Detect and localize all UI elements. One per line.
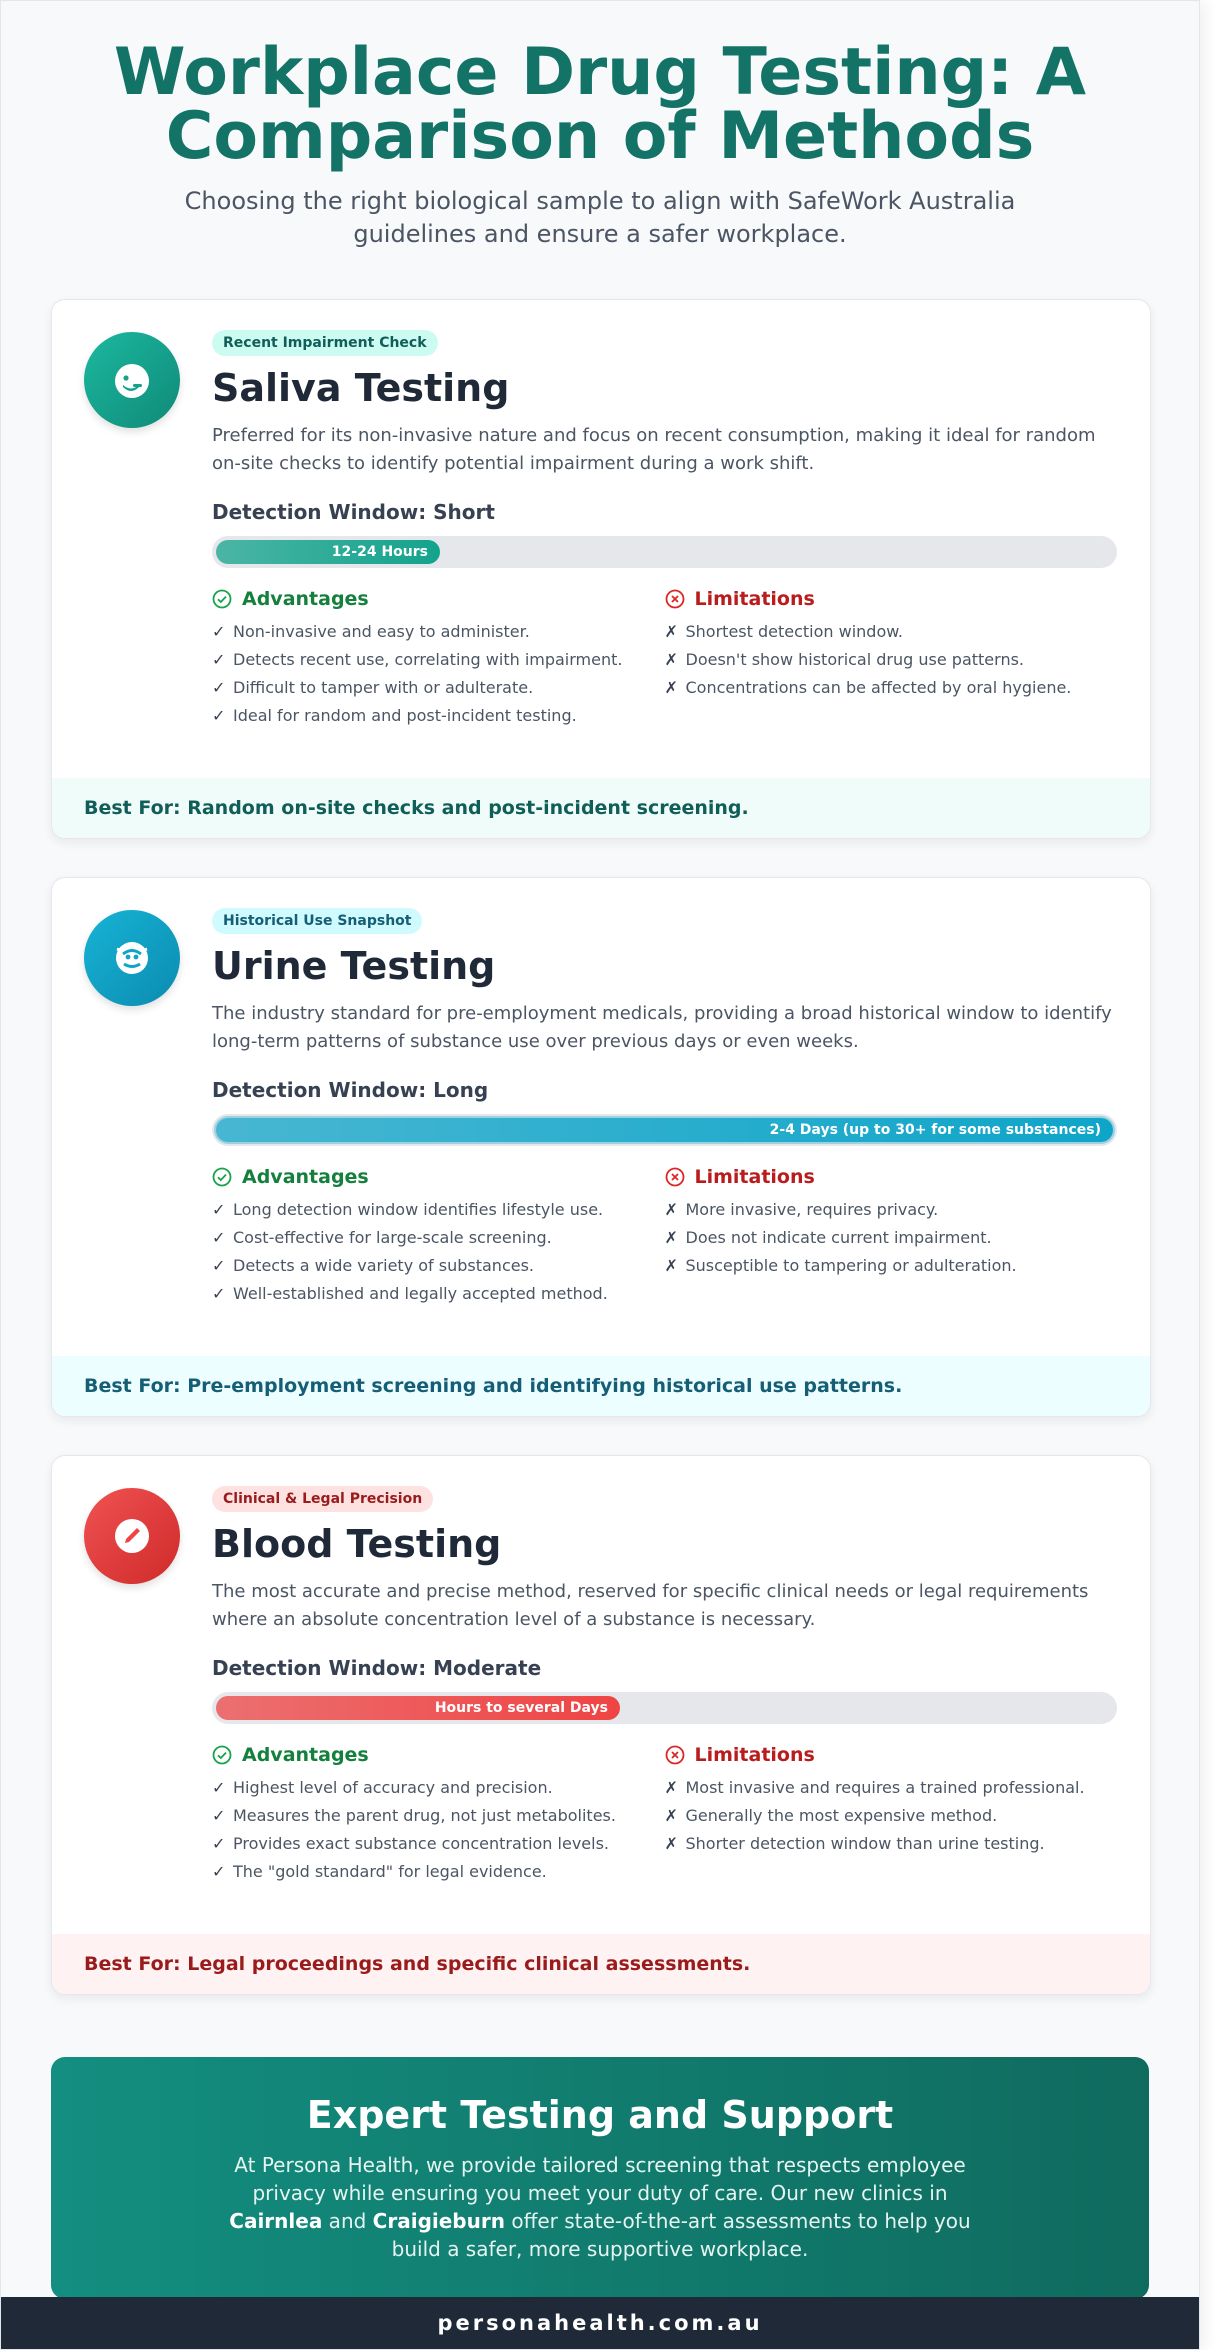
saliva-face-icon	[84, 332, 180, 428]
item-text: The "gold standard" for legal evidence.	[233, 1862, 547, 1881]
cta-panel	[51, 2057, 1149, 2299]
advantages-heading	[212, 588, 665, 610]
pros-cons	[212, 588, 1117, 730]
urine-sample-icon	[84, 910, 180, 1006]
check-mark-icon: ✓	[212, 1862, 226, 1881]
advantages-list	[212, 618, 665, 730]
advantage-item	[212, 1280, 665, 1308]
item-text: Non-invasive and easy to administer.	[233, 622, 530, 641]
cta-title: Expert Testing and Support	[306, 2093, 894, 2137]
page-title: Workplace Drug Testing: A Comparison of Methods	[113, 35, 1087, 174]
limitations-label: Limitations	[694, 1166, 815, 1188]
advantage-item	[212, 1224, 665, 1252]
check-mark-icon: ✓	[212, 1284, 226, 1303]
best-for-banner: Best For: Random on-site checks and post-incident screening.	[52, 778, 1150, 838]
advantage-item	[212, 646, 665, 674]
advantage-item	[212, 1802, 665, 1830]
item-text: Most invasive and requires a trained professional.	[685, 1778, 1085, 1797]
check-mark-icon: ✓	[212, 622, 226, 641]
cross-mark-icon: ✗	[664, 678, 678, 697]
detection-window-fill: Hours to several Days	[216, 1696, 620, 1720]
item-text: Ideal for random and post-incident testing.	[233, 706, 577, 725]
advantages-heading	[212, 1166, 665, 1188]
limitation-item	[665, 618, 1118, 646]
limitation-item	[665, 1774, 1118, 1802]
cross-mark-icon: ✗	[664, 1806, 678, 1825]
check-mark-icon: ✓	[212, 1256, 226, 1275]
advantages-list	[212, 1196, 665, 1308]
check-mark-icon: ✓	[212, 678, 226, 697]
limitation-item	[665, 1802, 1118, 1830]
check-mark-icon: ✓	[212, 1834, 226, 1853]
limitation-item	[665, 1830, 1118, 1858]
item-text: Highest level of accuracy and precision.	[233, 1778, 553, 1797]
detection-window-label: Detection Window: Moderate	[212, 1656, 542, 1680]
limitations-heading	[665, 1744, 1118, 1766]
limitations-heading	[665, 588, 1118, 610]
limitations-list	[665, 618, 1118, 702]
header	[1, 1, 1199, 251]
item-text: Shortest detection window.	[685, 622, 903, 641]
footer-url[interactable]: personahealth.com.au	[1, 2297, 1199, 2349]
clinic-cairnlea: Cairnlea	[229, 2209, 323, 2233]
cta-text-part: and	[322, 2209, 373, 2233]
x-circle-icon	[665, 1745, 685, 1765]
advantages-column	[212, 1744, 665, 1886]
advantage-item	[212, 1774, 665, 1802]
limitation-item	[665, 1224, 1118, 1252]
advantage-item	[212, 1830, 665, 1858]
item-text: Provides exact substance concentration levels.	[233, 1834, 609, 1853]
best-for-banner: Best For: Legal proceedings and specific clinical assessments.	[52, 1934, 1150, 1994]
check-circle-icon	[212, 589, 232, 609]
limitations-label: Limitations	[694, 588, 815, 610]
cross-mark-icon: ✗	[664, 622, 678, 641]
item-text: Well-established and legally accepted method.	[233, 1284, 608, 1303]
saliva-testing-card	[51, 299, 1151, 839]
cross-mark-icon: ✗	[664, 1778, 678, 1797]
detection-window-label: Detection Window: Long	[212, 1078, 489, 1102]
limitations-heading	[665, 1166, 1118, 1188]
item-text: Doesn't show historical drug use patterns.	[685, 650, 1024, 669]
card-tag: Recent Impairment Check	[212, 330, 438, 356]
item-text: Concentrations can be affected by oral hygiene.	[685, 678, 1072, 697]
card-body	[212, 1486, 1117, 1886]
limitation-item	[665, 674, 1118, 702]
limitations-column	[665, 588, 1118, 730]
card-title: Urine Testing	[212, 944, 496, 988]
advantages-column	[212, 1166, 665, 1308]
advantages-label: Advantages	[242, 1744, 369, 1766]
item-text: Generally the most expensive method.	[685, 1806, 998, 1825]
item-text: Measures the parent drug, not just metabolites.	[233, 1806, 616, 1825]
pros-cons	[212, 1166, 1117, 1308]
limitations-label: Limitations	[694, 1744, 815, 1766]
x-circle-icon	[665, 1167, 685, 1187]
item-text: Does not indicate current impairment.	[685, 1228, 992, 1247]
cta-text-part: At Persona Health, we provide tailored screening that respects employee privacy while ensuring you meet your duty of care. Our new clinics in	[234, 2153, 966, 2205]
limitations-column	[665, 1744, 1118, 1886]
advantage-item	[212, 702, 665, 730]
advantages-list	[212, 1774, 665, 1886]
urine-testing-card	[51, 877, 1151, 1417]
check-mark-icon: ✓	[212, 650, 226, 669]
detection-window-bar	[212, 1692, 1117, 1724]
card-title: Saliva Testing	[212, 366, 510, 410]
card-tag: Clinical & Legal Precision	[212, 1486, 433, 1512]
check-mark-icon: ✓	[212, 1228, 226, 1247]
detection-window-fill: 12-24 Hours	[216, 540, 440, 564]
check-circle-icon	[212, 1745, 232, 1765]
detection-window-bar	[212, 536, 1117, 568]
card-body	[212, 330, 1117, 730]
cross-mark-icon: ✗	[664, 1200, 678, 1219]
item-text: Shorter detection window than urine testing.	[685, 1834, 1045, 1853]
limitation-item	[665, 646, 1118, 674]
check-mark-icon: ✓	[212, 1806, 226, 1825]
cross-mark-icon: ✗	[664, 1228, 678, 1247]
check-mark-icon: ✓	[212, 1778, 226, 1797]
item-text: Cost-effective for large-scale screening.	[233, 1228, 552, 1247]
clinic-craigieburn: Craigieburn	[372, 2209, 505, 2233]
limitations-list	[665, 1196, 1118, 1280]
card-description: The most accurate and precise method, reserved for specific clinical needs or legal requirements where an absolute concentration level of a substance is necessary.	[212, 1581, 1089, 1630]
card-body	[212, 908, 1117, 1308]
cta-text	[220, 2151, 980, 2263]
detection-window-fill: 2-4 Days (up to 30+ for some substances)	[216, 1118, 1113, 1142]
detection-window-bar	[212, 1114, 1117, 1146]
blood-testing-card	[51, 1455, 1151, 1995]
check-circle-icon	[212, 1167, 232, 1187]
check-mark-icon: ✓	[212, 1200, 226, 1219]
advantages-column	[212, 588, 665, 730]
check-mark-icon: ✓	[212, 706, 226, 725]
item-text: Detects recent use, correlating with impairment.	[233, 650, 623, 669]
detection-window-label: Detection Window: Short	[212, 500, 495, 524]
item-text: Difficult to tamper with or adulterate.	[233, 678, 534, 697]
item-text: More invasive, requires privacy.	[685, 1200, 939, 1219]
blood-drop-icon	[84, 1488, 180, 1584]
card-title: Blood Testing	[212, 1522, 502, 1566]
advantages-heading	[212, 1744, 665, 1766]
pros-cons	[212, 1744, 1117, 1886]
best-for-banner: Best For: Pre-employment screening and identifying historical use patterns.	[52, 1356, 1150, 1416]
cta-text-part: offer state-of-the-art assessments to help you build a safer, more supportive workplace.	[391, 2209, 971, 2261]
limitation-item	[665, 1196, 1118, 1224]
card-tag: Historical Use Snapshot	[212, 908, 422, 934]
advantage-item	[212, 618, 665, 646]
cross-mark-icon: ✗	[664, 1834, 678, 1853]
advantage-item	[212, 1858, 665, 1886]
item-text: Long detection window identifies lifestyle use.	[233, 1200, 604, 1219]
card-description: The industry standard for pre-employment medicals, providing a broad historical window to identify long-term patterns of substance use over previous days or even weeks.	[212, 1003, 1112, 1052]
advantage-item	[212, 1252, 665, 1280]
item-text: Susceptible to tampering or adulteration.	[685, 1256, 1017, 1275]
cross-mark-icon: ✗	[664, 1256, 678, 1275]
limitation-item	[665, 1252, 1118, 1280]
limitations-column	[665, 1166, 1118, 1308]
advantage-item	[212, 1196, 665, 1224]
advantage-item	[212, 674, 665, 702]
card-description: Preferred for its non-invasive nature and focus on recent consumption, making it ideal for random on-site checks to identify potential impairment during a work shift.	[212, 425, 1096, 474]
page-subtitle: Choosing the right biological sample to align with SafeWork Australia guidelines and ensure a safer workplace.	[184, 187, 1016, 248]
x-circle-icon	[665, 589, 685, 609]
advantages-label: Advantages	[242, 1166, 369, 1188]
advantages-label: Advantages	[242, 588, 369, 610]
item-text: Detects a wide variety of substances.	[233, 1256, 535, 1275]
cross-mark-icon: ✗	[664, 650, 678, 669]
limitations-list	[665, 1774, 1118, 1858]
